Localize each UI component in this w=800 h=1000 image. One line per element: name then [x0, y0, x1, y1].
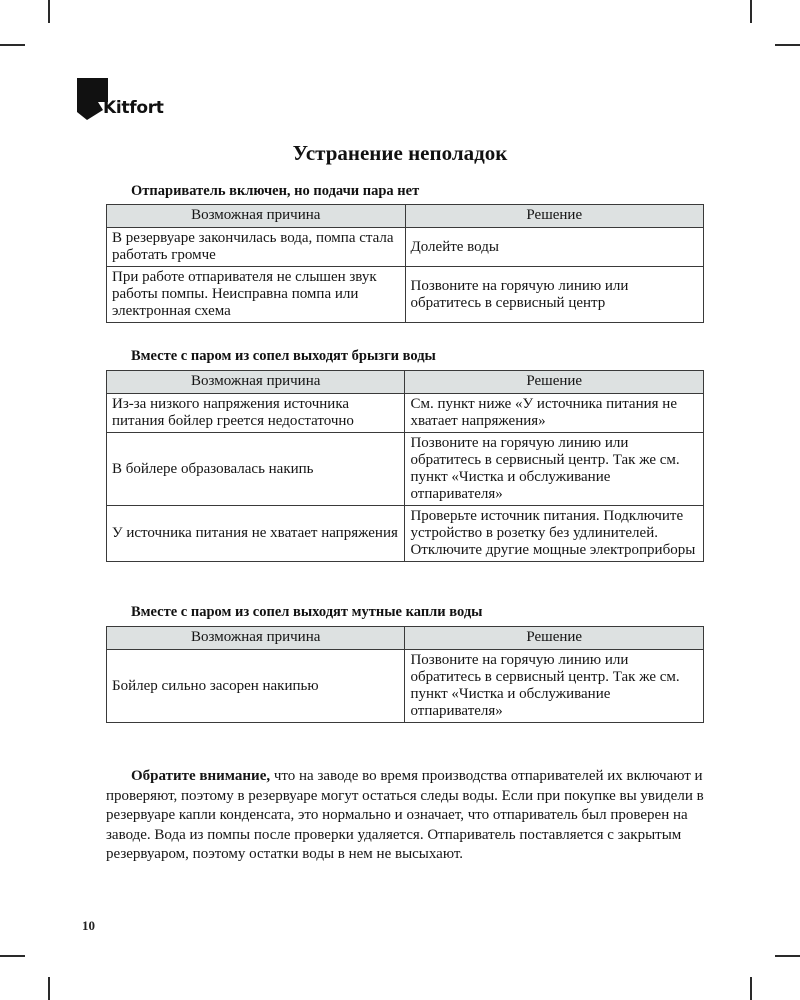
attention-note — [106, 767, 706, 865]
table-row — [107, 394, 704, 433]
crop-mark-bottom-right-vertical — [750, 977, 752, 1000]
crop-mark-bottom-left-horizontal — [0, 955, 25, 957]
table-header-row — [107, 371, 704, 394]
table-row — [107, 506, 704, 562]
solution-cell: Долейте воды — [405, 228, 703, 267]
crop-mark-bottom-right-horizontal — [775, 955, 800, 957]
solution-cell: Позвоните на горячую линию или обратитесь в сервисный центр. Так же см. пункт «Чистка и обслуживание отпаривателя» — [405, 433, 704, 506]
header-cause: Возможная причина — [107, 627, 405, 650]
table-row — [107, 650, 704, 723]
solution-cell: Проверьте источник питания. Подключите устройство в розетку без удлинителей. Отключите другие мощные электроприборы — [405, 506, 704, 562]
table-row — [107, 267, 704, 323]
table-row — [107, 228, 704, 267]
table-row — [107, 433, 704, 506]
cause-cell: Бойлер сильно засорен накипью — [107, 650, 405, 723]
cause-cell: В бойлере образовалась накипь — [107, 433, 405, 506]
table-header-row — [107, 205, 704, 228]
troubleshooting-table-cloudy-drops — [106, 626, 704, 723]
section-title-water-splashes: Вместе с паром из сопел выходят брызги воды — [131, 348, 436, 364]
crop-mark-top-left-vertical — [48, 0, 50, 23]
crop-mark-top-left-horizontal — [0, 44, 25, 46]
crop-mark-top-right-horizontal — [775, 44, 800, 46]
cause-cell: У источника питания не хватает напряжения — [107, 506, 405, 562]
table-header-row — [107, 627, 704, 650]
cause-cell: Из-за низкого напряжения источника питания бойлер греется недостаточно — [107, 394, 405, 433]
troubleshooting-table-water-splashes — [106, 370, 704, 562]
troubleshooting-table-no-steam — [106, 204, 704, 323]
cause-cell: В резервуаре закончилась вода, помпа стала работать громче — [107, 228, 406, 267]
header-solution: Решение — [405, 627, 704, 650]
header-cause: Возможная причина — [107, 371, 405, 394]
page-title: Устранение неполадок — [292, 141, 508, 165]
section-title-no-steam: Отпариватель включен, но подачи пара нет — [131, 183, 420, 199]
note-lead: Обратите внимание, — [131, 768, 271, 784]
header-solution: Решение — [405, 371, 704, 394]
brand-logo — [76, 78, 176, 120]
solution-cell: Позвоните на горячую линию или обратитесь в сервисный центр — [405, 267, 703, 323]
crop-mark-bottom-left-vertical — [48, 977, 50, 1000]
header-solution: Решение — [405, 205, 703, 228]
section-title-cloudy-drops: Вместе с паром из сопел выходят мутные капли воды — [131, 604, 483, 620]
crop-mark-top-right-vertical — [750, 0, 752, 23]
solution-cell: См. пункт ниже «У источника питания не хватает напряжения» — [405, 394, 704, 433]
header-cause: Возможная причина — [107, 205, 406, 228]
brand-name: Kitfort — [103, 98, 164, 118]
note-text: что на заводе во время производства отпаривателей их включают и проверяют, поэтому в резервуаре могут остаться следы воды. Если при покупке вы увидели в резервуаре капли конденсата, это нормально и означает, что отпариватель был проверен на заводе. Вода из помпы после проверки удаляется. Отпариватель поставляется с закрытым резервуаром, поэтому остатки воды в нем не высыхают. — [106, 768, 704, 863]
solution-cell: Позвоните на горячую линию или обратитесь в сервисный центр. Так же см. пункт «Чистка и обслуживание отпаривателя» — [405, 650, 704, 723]
cause-cell: При работе отпаривателя не слышен звук работы помпы. Неисправна помпа или электронная схема — [107, 267, 406, 323]
page-number: 10 — [82, 918, 95, 933]
